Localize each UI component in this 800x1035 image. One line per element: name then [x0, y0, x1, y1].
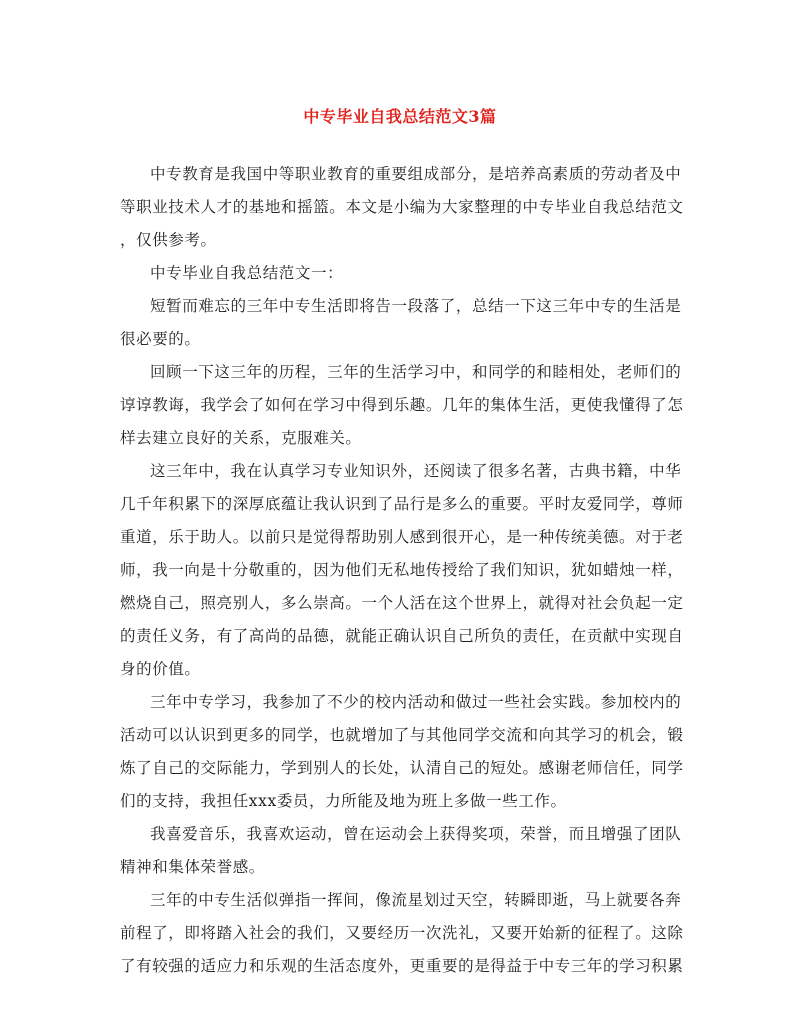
- body-line: 我喜爱音乐，我喜欢运动，曾在运动会上获得奖项，荣誉，而且增强了团队: [150, 825, 682, 843]
- body-line: 这三年中，我在认真学习专业知识外，还阅读了很多名著，古典书籍，中华: [150, 462, 682, 480]
- body-line: 谆谆教诲，我学会了如何在学习中得到乐趣。几年的集体生活，更使我懂得了怎: [120, 396, 684, 414]
- body-line: 几千年积累下的深厚底蕴让我认识到了品行是多么的重要。平时友爱同学，尊师: [120, 495, 684, 513]
- body-line: 精神和集体荣誉感。: [120, 858, 265, 876]
- body-line: 回顾一下这三年的历程，三年的生活学习中，和同学的和睦相处，老师们的: [150, 363, 682, 381]
- body-line: 等职业技术人才的基地和摇篮。本文是小编为大家整理的中专毕业自我总结范文: [120, 198, 684, 216]
- body-line: 重道，乐于助人。以前只是觉得帮助别人感到很开心，是一种传统美德。对于老: [120, 528, 684, 546]
- body-line: 活动可以认识到更多的同学，也就增加了与其他同学交流和向其学习的机会，锻: [120, 726, 684, 744]
- body-line: ，仅供参考。: [120, 231, 217, 249]
- body-line: 样去建立良好的关系，克服难关。: [120, 429, 362, 447]
- body-line: 三年中专学习，我参加了不少的校内活动和做过一些社会实践。参加校内的: [150, 693, 682, 711]
- body-line: 燃烧自己，照亮别人，多么崇高。一个人活在这个世界上，就得对社会负起一定: [120, 594, 684, 612]
- body-line: 师，我一向是十分敬重的，因为他们无私地传授给了我们知识，犹如蜡烛一样，: [120, 561, 684, 579]
- body-line: 的责任义务，有了高尚的品德，就能正确认识自己所负的责任，在贡献中实现自: [120, 627, 684, 645]
- body-line: 炼了自己的交际能力，学到别人的长处，认清自己的短处。感谢老师信任，同学: [120, 759, 684, 777]
- body-line: 三年的中专生活似弹指一挥间，像流星划过天空，转瞬即逝，马上就要各奔: [150, 891, 682, 909]
- body-line: 身的价值。: [120, 660, 201, 678]
- body-line: 们的支持，我担任xxx委员，力所能及地为班上多做一些工作。: [120, 792, 567, 810]
- section-heading: 中专毕业自我总结范文一：: [150, 264, 344, 282]
- body-line: 很必要的。: [120, 330, 201, 348]
- document-title: 中专毕业自我总结范文3篇: [303, 107, 497, 126]
- body-line: 前程了，即将踏入社会的我们，又要经历一次洗礼，又要开始新的征程了。这除: [120, 924, 684, 942]
- body-line: 中专教育是我国中等职业教育的重要组成部分，是培养高素质的劳动者及中: [150, 165, 682, 183]
- body-line: 了有较强的适应力和乐观的生活态度外，更重要的是得益于中专三年的学习积累: [120, 957, 684, 975]
- body-line: 短暂而难忘的三年中专生活即将告一段落了，总结一下这三年中专的生活是: [150, 297, 682, 315]
